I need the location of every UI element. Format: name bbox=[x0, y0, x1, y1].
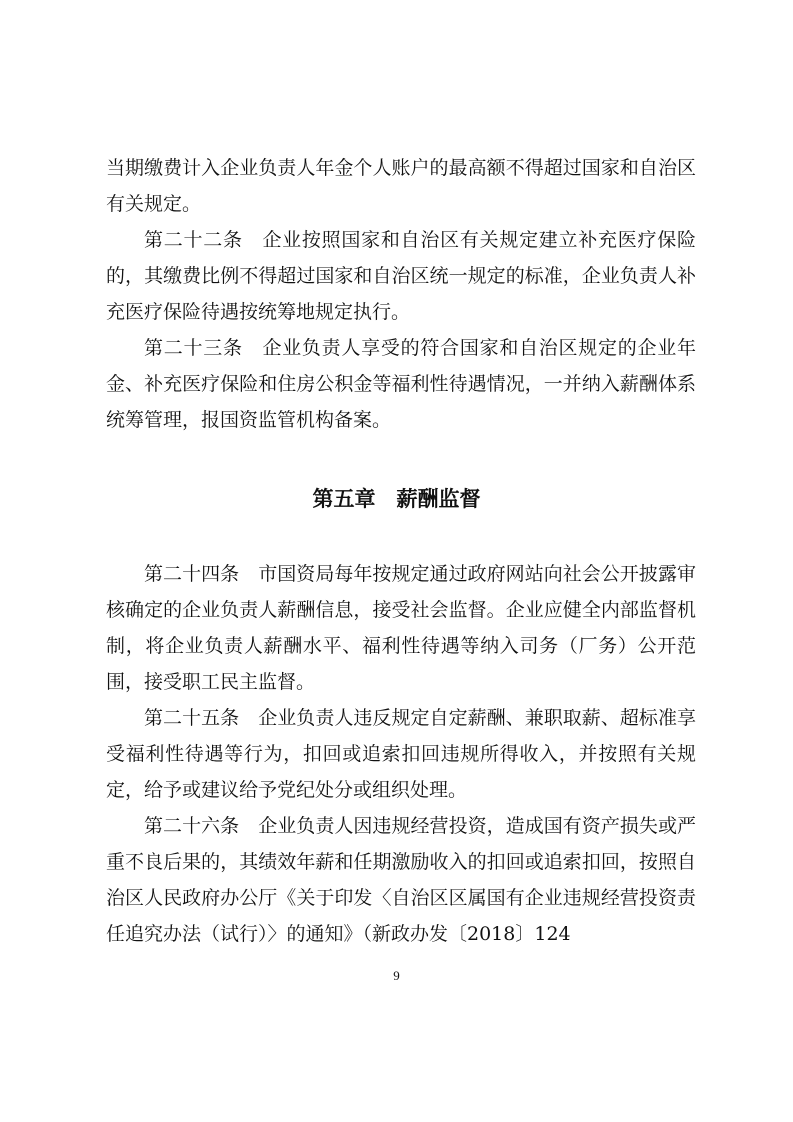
paragraph-article-23: 第二十三条 企业负责人享受的符合国家和自治区规定的企业年金、补充医疗保险和住房公积金等福利性待遇情况，一并纳入薪酬体系统筹管理，报国资监管机构备案。 bbox=[106, 337, 696, 431]
paragraph-article-26: 第二十六条 企业负责人因违规经营投资，造成国有资产损失或严重不良后果的，其绩效年薪和任期激励收入的扣回或追索扣回，按照自治区人民政府办公厅《关于印发〈自治区区属国有企业违规经营投资责任追究办法（试行）〉的通知》（新政办发〔2018〕124 bbox=[106, 815, 696, 945]
chapter-heading: 第五章 薪酬监督 bbox=[312, 487, 481, 511]
paragraph-continuation: 当期缴费计入企业负责人年金个人账户的最高额不得超过国家和自治区有关规定。 bbox=[106, 157, 696, 215]
paragraph-article-22: 第二十二条 企业按照国家和自治区有关规定建立补充医疗保险的，其缴费比例不得超过国家和自治区统一规定的标准，企业负责人补充医疗保险待遇按统筹地规定执行。 bbox=[106, 229, 696, 323]
page-number: 9 bbox=[393, 968, 400, 983]
paragraph-article-25: 第二十五条 企业负责人违反规定自定薪酬、兼职取薪、超标准享受福利性待遇等行为，扣回或追索扣回违规所得收入，并按照有关规定，给予或建议给予党纪处分或组织处理。 bbox=[106, 707, 696, 801]
paragraph-article-24: 第二十四条 市国资局每年按规定通过政府网站向社会公开披露审核确定的企业负责人薪酬信息，接受社会监督。企业应健全内部监督机制，将企业负责人薪酬水平、福利性待遇等纳入司务（厂务）公开范围，接受职工民主监督。 bbox=[106, 563, 696, 693]
